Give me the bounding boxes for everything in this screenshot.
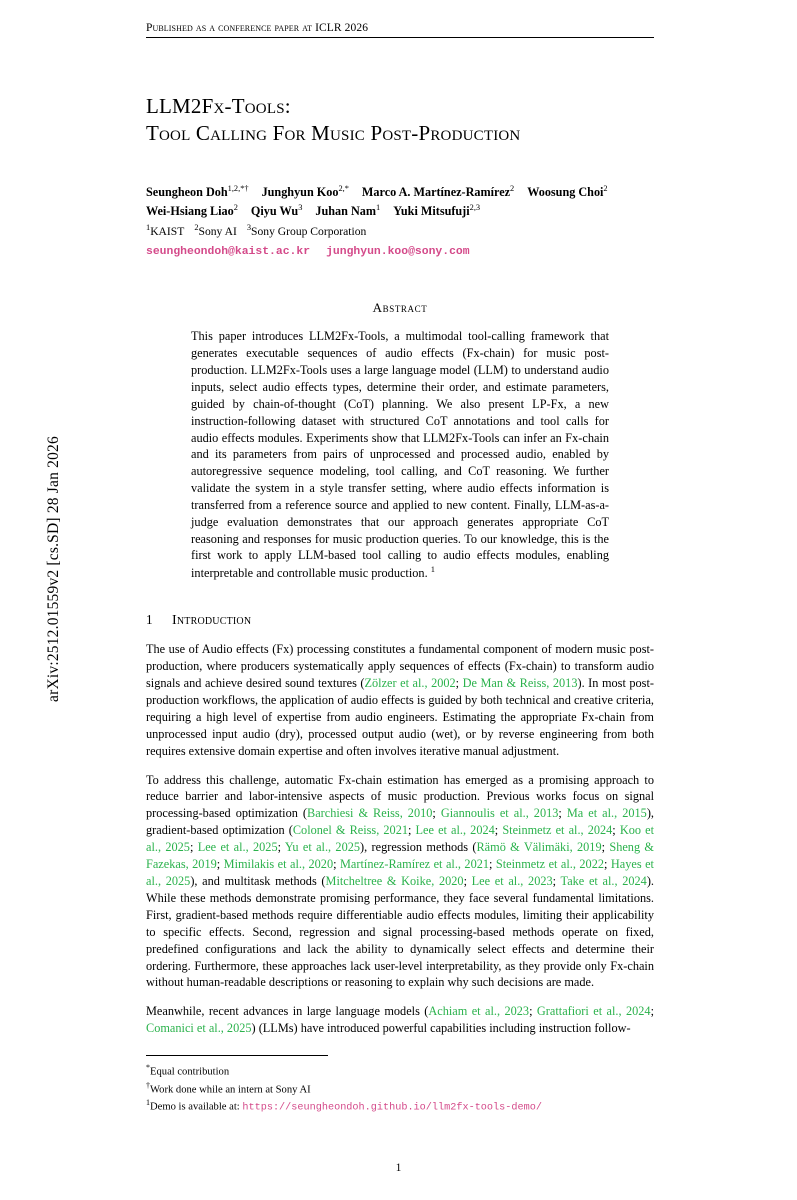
author-name: Yuki Mitsufuji: [393, 203, 470, 218]
affil-name: Sony Group Corporation: [251, 225, 367, 239]
author-name: Juhan Nam: [315, 203, 377, 218]
author-affil-mark: 2: [233, 202, 238, 212]
footnote-marker: 1: [146, 1098, 150, 1108]
paragraph-text: ;: [216, 857, 224, 872]
section-heading-introduction: [146, 612, 654, 629]
paragraph-text: ;: [189, 840, 198, 855]
footnote-divider: [146, 1055, 328, 1056]
paragraph-text: ;: [558, 806, 567, 821]
citation-link[interactable]: Grattafiori et al., 2024: [536, 1004, 651, 1019]
author-affil-mark: 2: [510, 183, 515, 193]
citation-link[interactable]: Koo et al., 2025: [146, 823, 654, 855]
footnote-item: [146, 1097, 654, 1116]
abstract-heading: Abstract: [372, 300, 428, 316]
paragraph-text: ), gradient-based optimization (: [146, 806, 654, 838]
paragraph-text: Meanwhile, recent advances in large language models (: [146, 1004, 429, 1019]
citation-link[interactable]: Giannoulis et al., 2013: [440, 806, 559, 821]
citation-link[interactable]: Steinmetz et al., 2022: [495, 857, 604, 872]
paragraph-text: ;: [529, 1004, 537, 1019]
title-line-1: LLM2Fx-Tools:: [146, 94, 291, 118]
author-name: Qiyu Wu: [250, 203, 299, 218]
footnote-marker: †: [146, 1080, 150, 1090]
citation-link[interactable]: Achiam et al., 2023: [428, 1004, 530, 1019]
citation-link[interactable]: Lee et al., 2025: [197, 840, 278, 855]
abstract-body: This paper introduces LLM2Fx-Tools, a multimodal tool-calling framework that generates executable sequences of audio effects (Fx-chain) for music post-production. LLM2Fx-Tools uses a large language model (LLM) to understand audio inputs, select audio effects types, determine their order, and estimate parameters, guided by chain-of-thought (CoT) planning. We also present LP-Fx, a new instruction-following dataset with structured CoT annotations and tool calls for audio effects modules. Experiments show that LLM2Fx-Tools can infer an Fx-chain and its parameters from pairs of unprocessed and processed audio, enabled by autoregressive sequence modeling, tool calling, and CoT reasoning. We further validate the system in a style transfer setting, where audio effects information is transferred from a reference source and applied to new content. Finally, LLM-as-a-judge evaluation demonstrates that our approach generates appropriate CoT reasoning and responses for music production queries. To our knowledge, this is the first work to apply LLM-based tool calling to audio effects modules, enabling interpretable and controllable music production.: [191, 329, 609, 581]
citation-link[interactable]: Colonel & Reiss, 2021: [292, 823, 408, 838]
paragraph-text: ). In most post-production workflows, the application of audio effects is guided by both technical and creative criteria, requiring a high level of expertise from audio engineers. Estimating the appropriate Fx-chain from unprocessed input audio (dry), processed output audio (wet), or by reverse engineering from both requires extensive domain expertise and often involves iterative manual adjustment.: [146, 676, 654, 758]
paragraph-text: ;: [612, 823, 620, 838]
footnote-item: [146, 1080, 654, 1098]
paragraph-text: ;: [604, 857, 611, 872]
author-affil-mark: 1,2,*†: [227, 183, 249, 193]
paragraph-text: ;: [408, 823, 416, 838]
email-list: [146, 244, 654, 261]
citation-link[interactable]: Lee et al., 2023: [471, 873, 553, 888]
footnote-text: Equal contribution: [150, 1066, 230, 1078]
demo-link[interactable]: https://seungheondoh.github.io/llm2fx-tools-demo/: [242, 1102, 542, 1114]
citation-link[interactable]: De Man & Reiss, 2013: [462, 676, 578, 690]
paragraph-text: The use of Audio effects (Fx) processing constitutes a fundamental component of modern music post-production, where producers systematically apply sequences of effects (Fx-chain) to transform audio signals and achieve desired sound textures (: [146, 642, 654, 690]
author-name: Junghyun Koo: [261, 184, 339, 199]
paragraph-text: ;: [601, 840, 610, 855]
citation-link[interactable]: Martínez-Ramírez et al., 2021: [340, 857, 490, 872]
author-name: Wei-Hsiang Liao: [146, 203, 234, 218]
citation-link[interactable]: Yu et al., 2025: [284, 840, 361, 855]
author-line-2: [146, 202, 654, 221]
footnote-marker: *: [146, 1063, 150, 1073]
page-number: 1: [395, 1162, 402, 1174]
author-affil-mark: 2: [603, 183, 608, 193]
footnote-text: Work done while an intern at Sony AI: [150, 1084, 311, 1096]
citation-link[interactable]: Sheng & Fazekas, 2019: [146, 840, 654, 872]
email-link[interactable]: junghyun.koo@sony.com: [326, 245, 470, 258]
citation-link[interactable]: Mimilakis et al., 2020: [223, 857, 334, 872]
affil-mark: 3: [246, 223, 252, 233]
citation-link[interactable]: Lee et al., 2024: [415, 823, 495, 838]
author-affil-mark: 1: [376, 202, 381, 212]
affil-mark: 2: [194, 223, 199, 233]
citation-link[interactable]: Mitcheltree & Koike, 2020: [325, 873, 464, 888]
running-head: Published as a conference paper at ICLR 2026: [146, 22, 654, 38]
arxiv-stamp: arXiv:2512.01559v2 [cs.SD] 28 Jan 2026: [45, 436, 62, 702]
citation-link[interactable]: Comanici et al., 2025: [146, 1021, 252, 1036]
footnote-text: Demo is available at:: [150, 1101, 243, 1113]
page-title: [146, 93, 654, 147]
author-name: Seungheon Doh: [146, 184, 228, 199]
author-list: [146, 183, 654, 261]
abstract-text: [191, 328, 609, 582]
paragraph: [146, 641, 654, 759]
page-content: [146, 0, 654, 1116]
abstract-footnote-marker: 1: [430, 564, 435, 575]
author-affil-mark: 3: [298, 202, 303, 212]
affil-name: KAIST: [150, 225, 185, 239]
paragraph-text: ;: [277, 840, 285, 855]
citation-link[interactable]: Hayes et al., 2025: [146, 857, 654, 888]
title-line-2: Tool Calling For Music Post-Production: [146, 120, 521, 145]
email-link[interactable]: seungheondoh@kaist.ac.kr: [146, 245, 311, 258]
paragraph-text: ) (LLMs) have introduced powerful capabilities including instruction follow-: [251, 1021, 631, 1036]
paragraph: [146, 772, 654, 992]
citation-link[interactable]: Rämö & Välimäki, 2019: [476, 840, 602, 855]
paragraph-text: ;: [333, 857, 340, 872]
paragraph-text: ;: [494, 823, 503, 838]
citation-link[interactable]: Steinmetz et al., 2024: [502, 823, 613, 838]
paragraph-text: ;: [463, 873, 472, 888]
citation-link[interactable]: Barchiesi & Reiss, 2010: [307, 806, 433, 821]
citation-link[interactable]: Zölzer et al., 2002: [364, 676, 456, 690]
footnote-list: [146, 1062, 654, 1116]
author-affil-mark: 2,*: [338, 183, 349, 193]
author-name: Woosung Choi: [527, 184, 604, 199]
paragraph-text: ), regression methods (: [360, 840, 477, 855]
paragraph: [146, 1003, 654, 1037]
affil-name: Sony AI: [198, 225, 237, 239]
section-number: 1: [146, 612, 153, 628]
affil-mark: 1: [146, 223, 151, 233]
author-affil-mark: 2,3: [469, 202, 481, 212]
paragraph-text: To address this challenge, automatic Fx-chain estimation has emerged as a promising approach to reduce barrier and labor-intensive aspects of music production. Previous works focus on signal processing-based optimization (: [146, 772, 654, 821]
paragraph-text: ;: [552, 873, 561, 888]
section-title: Introduction: [172, 613, 252, 629]
author-line-1: [146, 183, 654, 202]
citation-link[interactable]: Ma et al., 2015: [566, 806, 647, 821]
affiliation-list: [146, 222, 654, 241]
paragraph-text: ), and multitask methods (: [190, 873, 326, 888]
paragraph-text: ;: [650, 1004, 655, 1019]
author-name: Marco A. Martínez-Ramírez: [361, 184, 511, 199]
paragraph-text: ;: [455, 676, 463, 690]
citation-link[interactable]: Take et al., 2024: [560, 873, 647, 888]
paragraph-text: ;: [489, 857, 496, 872]
paragraph-text: ;: [432, 806, 441, 821]
paragraph-text: ). While these methods demonstrate promising performance, they face several fundamental limitations. First, gradient-based methods require differentiable audio effects modules, limiting their applicability to specific effects. Second, regression and signal processing-based methods operate on fixed, predefined configurations and lack the ability to dynamically select effects and determine their ordering. Furthermore, these approaches lack user-level interpretability, as they provide only Fx-chain without human-readable descriptions or reasoning to explain why such decisions are made.: [146, 873, 654, 990]
footnote-item: [146, 1062, 654, 1080]
